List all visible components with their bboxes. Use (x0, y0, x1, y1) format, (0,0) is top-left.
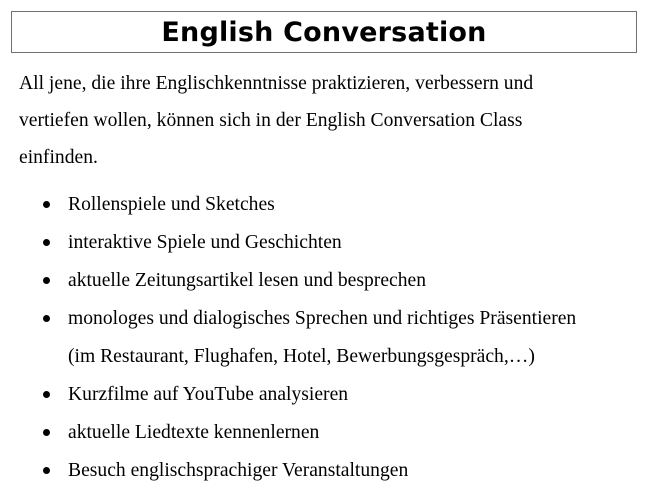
bullet-icon (43, 239, 50, 246)
list-item-text: Rollenspiele und Sketches (68, 194, 275, 215)
page-title: English Conversation (161, 16, 487, 48)
bullet-icon (43, 201, 50, 208)
list-item-text-continued: (im Restaurant, Flughafen, Hotel, Bewerbungsgespräch,…) (68, 346, 535, 367)
intro-line: All jene, die ihre Englischkenntnisse praktizieren, verbessern und (19, 73, 534, 94)
list-item-text: Kurzfilme auf YouTube analysieren (68, 384, 349, 405)
list-item (0, 300, 659, 376)
list-item (0, 414, 659, 452)
list-item (0, 452, 659, 490)
bullet-icon (43, 315, 50, 322)
list-item (0, 262, 659, 300)
bullet-icon (43, 467, 50, 474)
list-item-text: aktuelle Zeitungsartikel lesen und besprechen (68, 270, 426, 291)
list-item (0, 186, 659, 224)
bullet-icon (43, 277, 50, 284)
list-item (0, 224, 659, 262)
bullet-icon (43, 391, 50, 398)
list-item (0, 376, 659, 414)
list-item-text: interaktive Spiele und Geschichten (68, 232, 342, 253)
intro-paragraph (19, 65, 649, 176)
title-box (11, 11, 637, 53)
intro-line: vertiefen wollen, können sich in der English Conversation Class (19, 110, 523, 131)
list-item-text: monologes und dialogisches Sprechen und richtiges Präsentieren (68, 308, 577, 329)
list-item-text: Besuch englischsprachiger Veranstaltungen (68, 460, 409, 481)
feature-list (0, 186, 659, 490)
list-item-text: aktuelle Liedtexte kennenlernen (68, 422, 320, 443)
intro-line: einfinden. (19, 147, 98, 168)
bullet-icon (43, 429, 50, 436)
